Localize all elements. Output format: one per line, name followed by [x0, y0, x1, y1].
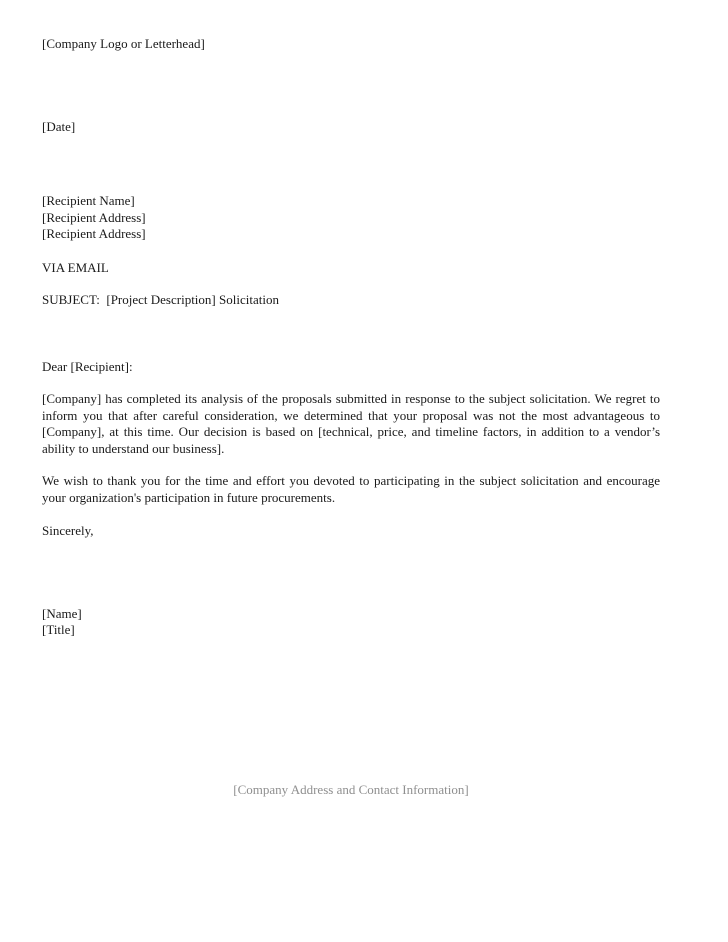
body-paragraph-2: We wish to thank you for the time and effort you devoted to participating in the subject solicitation and encourage your organization's participation in future procurements.	[42, 473, 660, 505]
body-paragraph-1: [Company] has completed its analysis of the proposals submitted in response to the subject solicitation. We regret to inform you that after careful consideration, we determined that your proposal was not the most advantageous to [Company], at this time. Our decision is based on [technical, price, and timeline factors, in addition to a vendor’s ability to understand our business].	[42, 391, 660, 456]
salutation: Dear [Recipient]:	[42, 358, 133, 374]
recipient-name: [Recipient Name]	[42, 193, 135, 208]
delivery-method-line: VIA EMAIL	[42, 259, 109, 275]
footer-contact-placeholder: [Company Address and Contact Information]	[233, 782, 469, 797]
signature-block	[42, 606, 660, 639]
subject-line: SUBJECT: [Project Description] Solicitation	[42, 292, 279, 307]
closing: Sincerely,	[42, 523, 94, 538]
date-placeholder: [Date]	[42, 118, 76, 134]
signature-title: [Title]	[42, 622, 75, 637]
signature-name: [Name]	[42, 605, 82, 621]
letterhead-placeholder: [Company Logo or Letterhead]	[42, 36, 205, 51]
recipient-address-line-1: [Recipient Address]	[42, 209, 146, 225]
recipient-address-line-2: [Recipient Address]	[42, 226, 146, 241]
recipient-block	[42, 193, 660, 243]
